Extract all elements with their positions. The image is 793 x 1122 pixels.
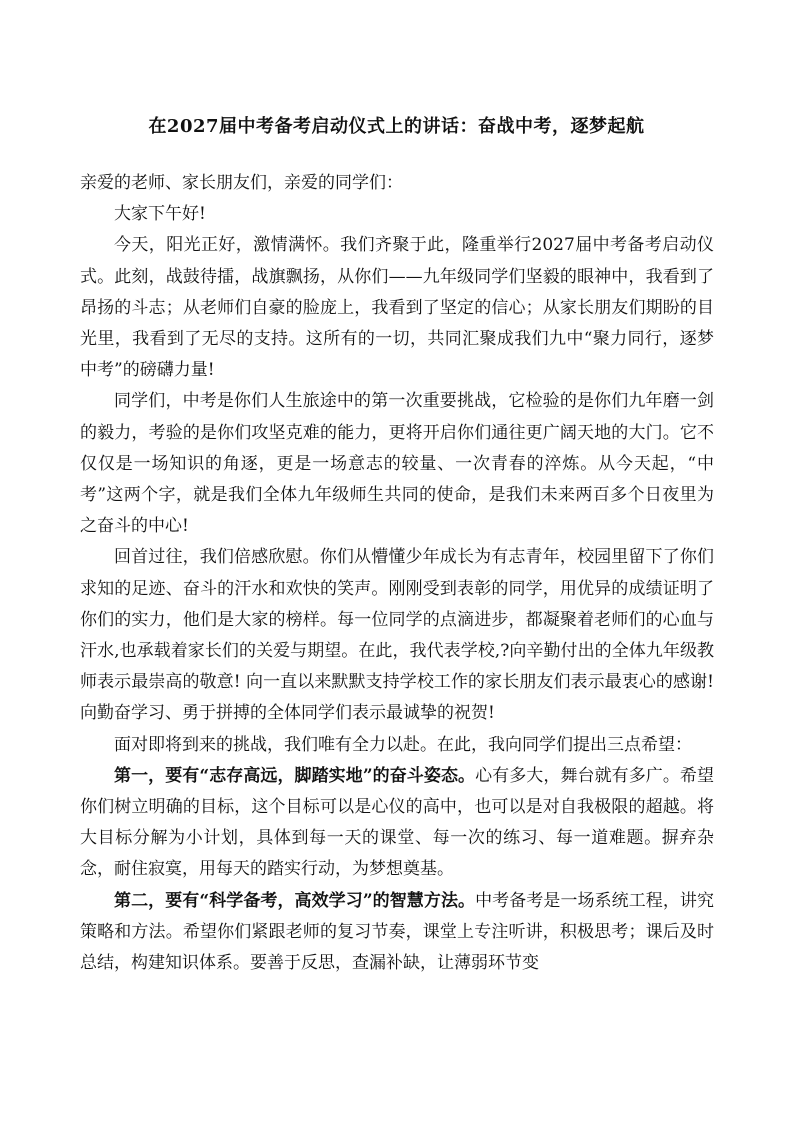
document-title: 在2027届中考备考启动仪式上的讲话：奋战中考，逐梦起航	[148, 116, 645, 137]
point-2-text: 中考备考是一场系统工程，讲究策略和方法。希望你们紧跟老师的复习节奏，课堂上专注听讲，积极思考；课后及时总结，构建知识体系。要善于反思，查漏补缺，让薄弱环节变	[80, 890, 714, 974]
greeting: 大家下午好!	[114, 204, 206, 225]
paragraph-2: 同学们，中考是你们人生旅途中的第一次重要挑战，它检验的是你们九年磨一剑的毅力，考验的是你们攻坚克难的能力，更将开启你们通往更广阔天地的大门。它不仅仅是一场知识的角逐，更是一场意志的较量、一次青春的淬炼。从今天起，“中考”这两个字，就是我们全体九年级师生共同的使命，是我们未来两百多个日夜里为之奋斗的中心!	[80, 391, 714, 537]
point-2	[80, 886, 714, 980]
point-1	[80, 761, 714, 886]
paragraph-3: 回首过往，我们倍感欣慰。你们从懵懂少年成长为有志青年，校园里留下了你们求知的足迹、奋斗的汗水和欢快的笑声。刚刚受到表彰的同学，用优异的成绩证明了你们的实力，他们是大家的榜样。每一位同学的点滴进步，都凝聚着老师们的心血与汗水,也承载着家长们的关爱与期望。在此，我代表学校,?向辛勤付出的全体九年级教师表示最崇高的敬意! 向一直以来默默支持学校工作的家长朋友们表示最衷心的感谢! 向勤奋学习、勇于拼搏的全体同学们表示最诚挚的祝贺!	[80, 547, 714, 724]
point-1-heading: 第一，要有“志存高远，脚踏实地”的奋斗姿态。	[114, 765, 476, 786]
document-body	[80, 168, 714, 979]
salutation: 亲爱的老师、家长朋友们，亲爱的同学们：	[80, 173, 403, 193]
point-1-text: 心有多大，舞台就有多广。希望你们树立明确的目标，这个目标可以是心仪的高中，也可以是对自我极限的超越。将大目标分解为小计划，具体到每一天的课堂、每一次的练习、每一道难题。摒弃杂念，耐住寂寞，用每天的踏实行动，为梦想奠基。	[80, 765, 714, 880]
paragraph-4: 面对即将到来的挑战，我们唯有全力以赴。在此，我向同学们提出三点希望：	[114, 734, 692, 755]
paragraph-1: 今天，阳光正好，激情满怀。我们齐聚于此，隆重举行2027届中考备考启动仪式。此刻，战鼓待擂，战旗飘扬，从你们——九年级同学们坚毅的眼神中，我看到了昂扬的斗志；从老师们自豪的脸庞上，我看到了坚定的信心；从家长朋友们期盼的目光里，我看到了无尽的支持。这所有的一切，共同汇聚成我们九中“聚力同行，逐梦中考”的磅礴力量!	[80, 235, 714, 381]
point-2-heading: 第二，要有“科学备考，高效学习”的智慧方法。	[114, 890, 476, 911]
